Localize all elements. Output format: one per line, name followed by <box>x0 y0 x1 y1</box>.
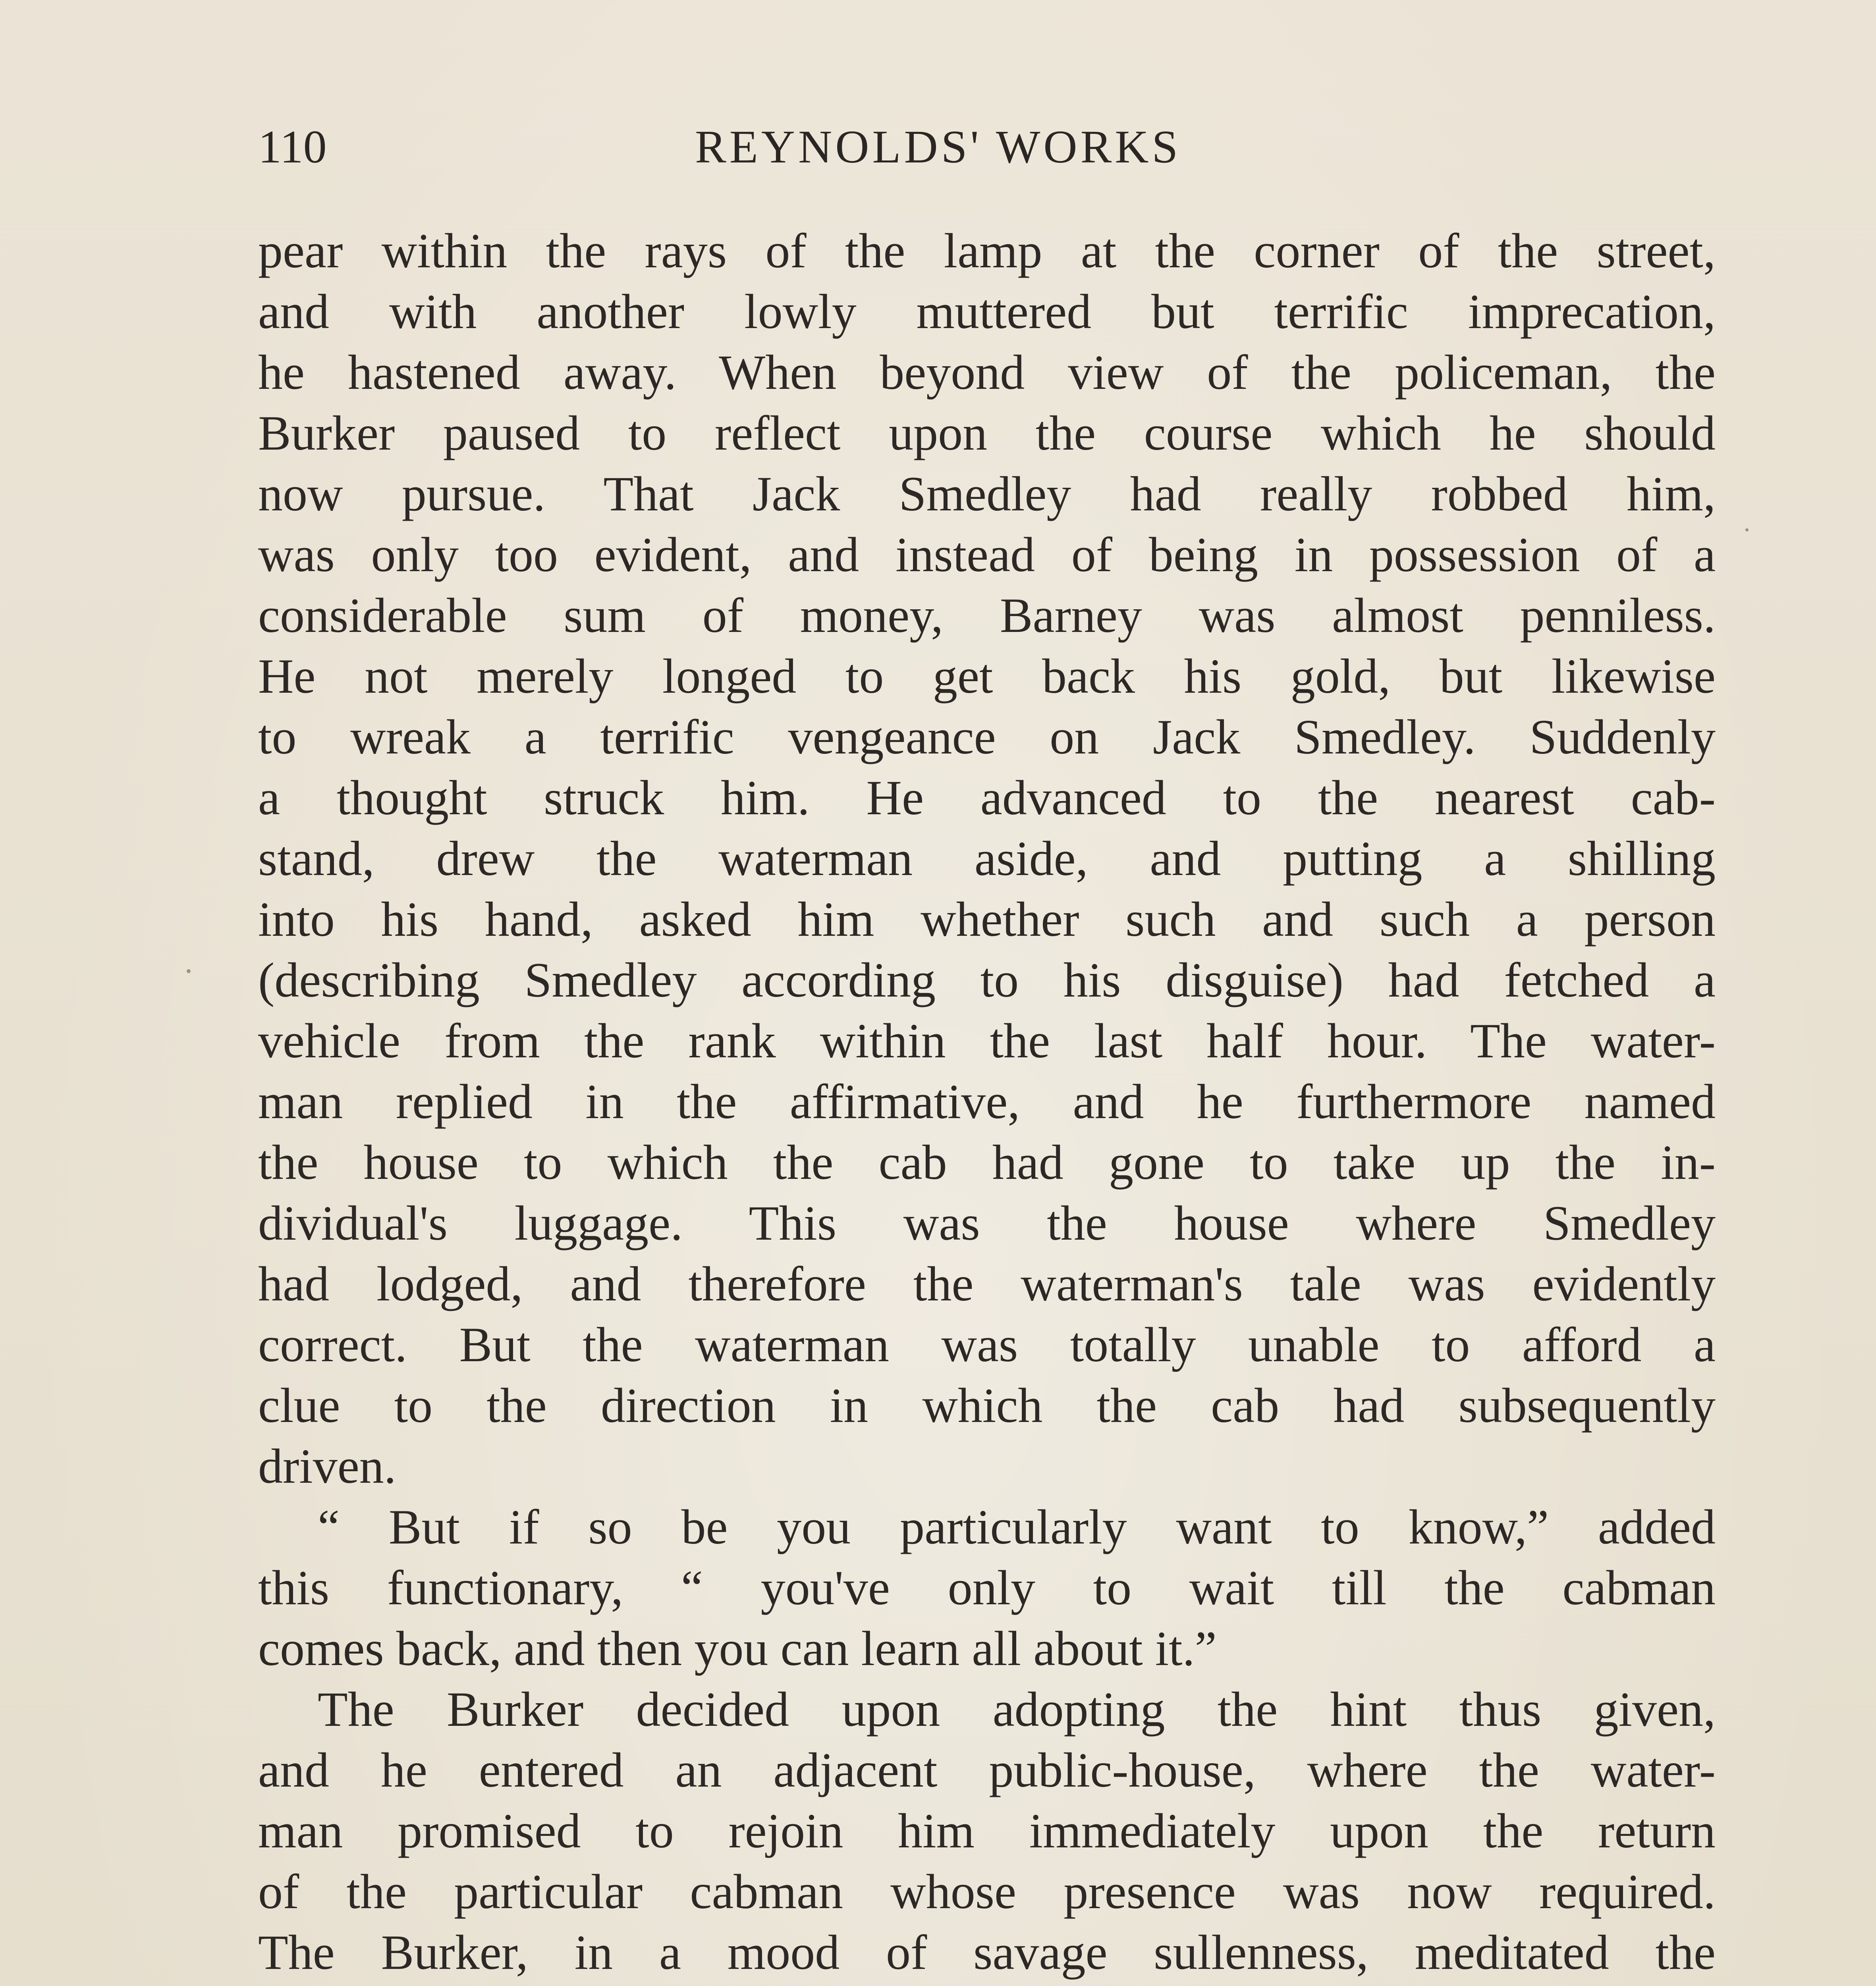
text-line: this functionary, “ you've only to wait till the cabman <box>258 1561 1716 1615</box>
text-line: comes back, and then you can learn all about it.” <box>258 1621 1217 1676</box>
text-line: of the particular cabman whose presence was now required. <box>258 1864 1716 1919</box>
text-line: he hastened away. When beyond view of the policeman, the <box>258 345 1716 400</box>
text-line: man replied in the affirmative, and he furthermore named <box>258 1074 1716 1129</box>
text-line: stand, drew the waterman aside, and putting a shilling <box>258 831 1716 886</box>
text-line: Burker paused to reflect upon the course which he should <box>258 406 1716 460</box>
text-line: dividual's luggage. This was the house where Smedley <box>258 1196 1716 1250</box>
paper-speck <box>1745 528 1749 531</box>
paper-speck <box>187 969 191 973</box>
text-line: “ But if so be you particularly want to know,” added <box>318 1500 1716 1554</box>
text-line: had lodged, and therefore the waterman's tale was evidently <box>258 1257 1716 1311</box>
text-line: was only too evident, and instead of being in possession of a <box>258 527 1716 582</box>
text-line: clue to the direction in which the cab had subsequently <box>258 1378 1716 1433</box>
running-title: REYNOLDS' WORKS <box>695 121 1181 173</box>
text-line: (describing Smedley according to his disguise) had fetched a <box>258 953 1716 1007</box>
page-number: 110 <box>258 121 327 173</box>
text-line: and he entered an adjacent public-house, where the water- <box>258 1743 1716 1797</box>
text-line: man promised to rejoin him immediately upon the return <box>258 1804 1716 1858</box>
page-header <box>258 115 1716 179</box>
text-line: now pursue. That Jack Smedley had really robbed him, <box>258 467 1716 521</box>
text-line: considerable sum of money, Barney was almost penniless. <box>258 588 1716 643</box>
text-line <box>258 1983 1716 1986</box>
text-line: and with another lowly muttered but terrific imprecation, <box>258 284 1716 339</box>
text-line: The Burker decided upon adopting the hint thus given, <box>318 1682 1716 1737</box>
text-line: He not merely longed to get back his gold, but likewise <box>258 649 1716 703</box>
body-text <box>258 220 1716 1986</box>
text-line: driven. <box>258 1439 396 1493</box>
text-line: a thought struck him. He advanced to the nearest cab- <box>258 771 1716 825</box>
text-line: to wreak a terrific vengeance on Jack Smedley. Suddenly <box>258 710 1716 764</box>
text-line: correct. But the waterman was totally unable to afford a <box>258 1318 1716 1372</box>
text-line: into his hand, asked him whether such and such a person <box>258 892 1716 947</box>
text-line: vehicle from the rank within the last half hour. The water- <box>258 1014 1716 1068</box>
text-line: the house to which the cab had gone to take up the in- <box>258 1135 1716 1190</box>
text-line: The Burker, in a mood of savage sullenness, meditated the <box>258 1925 1716 1980</box>
text-line: pear within the rays of the lamp at the corner of the street, <box>258 224 1716 278</box>
